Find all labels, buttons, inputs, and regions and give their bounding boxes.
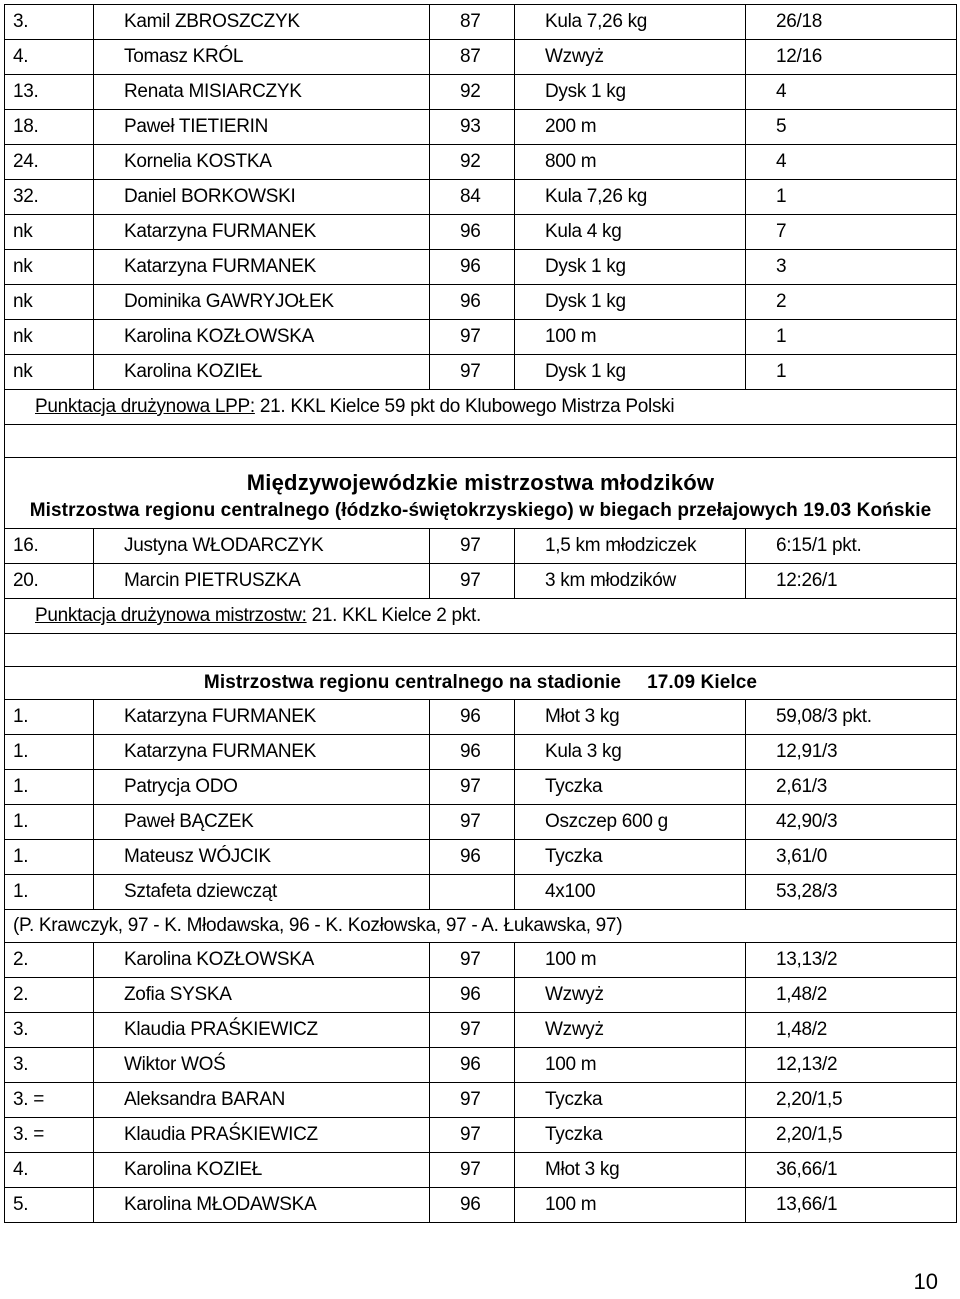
place-cell: 1. (5, 805, 94, 840)
team-note-2 (5, 599, 957, 634)
table-row (5, 1048, 957, 1083)
section-3-header-row (5, 667, 957, 700)
event-cell: 100 m (515, 943, 746, 978)
athlete-name-cell: Katarzyna FURMANEK (94, 250, 430, 285)
event-cell: 200 m (515, 110, 746, 145)
event-cell: Dysk 1 kg (515, 250, 746, 285)
result-cell: 5 (746, 110, 957, 145)
table-row (5, 978, 957, 1013)
birth-year-cell: 92 (430, 145, 515, 180)
athlete-name-cell: Marcin PIETRUSZKA (94, 564, 430, 599)
result-cell: 13,66/1 (746, 1188, 957, 1223)
athlete-name-cell: Karolina KOZŁOWSKA (94, 943, 430, 978)
table-row (5, 943, 957, 978)
birth-year-cell: 92 (430, 75, 515, 110)
table-row (5, 355, 957, 390)
birth-year-cell: 93 (430, 110, 515, 145)
team-note-2-label: Punktacja drużynowa mistrzostw: (35, 605, 307, 626)
athlete-name-cell: Aleksandra BARAN (94, 1083, 430, 1118)
athlete-name-cell: Karolina KOZŁOWSKA (94, 320, 430, 355)
table-row (5, 1153, 957, 1188)
result-cell: 4 (746, 75, 957, 110)
table-row (5, 805, 957, 840)
birth-year-cell: 97 (430, 564, 515, 599)
team-note-2-body (5, 599, 957, 700)
place-cell: nk (5, 215, 94, 250)
results-table (4, 4, 957, 1223)
birth-year-cell: 97 (430, 1118, 515, 1153)
event-cell: Wzwyż (515, 1013, 746, 1048)
result-cell: 2,61/3 (746, 770, 957, 805)
blank-row (5, 425, 957, 458)
athlete-name-cell: Karolina MŁODAWSKA (94, 1188, 430, 1223)
place-cell: 24. (5, 145, 94, 180)
place-cell: 1. (5, 875, 94, 910)
result-cell: 1 (746, 355, 957, 390)
birth-year-cell: 97 (430, 320, 515, 355)
event-cell: Wzwyż (515, 40, 746, 75)
event-cell: Dysk 1 kg (515, 355, 746, 390)
event-cell: 100 m (515, 1048, 746, 1083)
team-note-2-text: 21. KKL Kielce 2 pkt. (306, 605, 481, 626)
birth-year-cell: 96 (430, 250, 515, 285)
place-cell: 20. (5, 564, 94, 599)
team-note-row (5, 390, 957, 425)
place-cell: 13. (5, 75, 94, 110)
result-cell: 12:26/1 (746, 564, 957, 599)
result-cell: 12,91/3 (746, 735, 957, 770)
result-cell: 2,20/1,5 (746, 1118, 957, 1153)
birth-year-cell: 87 (430, 5, 515, 40)
event-cell: Kula 4 kg (515, 215, 746, 250)
team-note-1-text: 21. KKL Kielce 59 pkt do Klubowego Mistrza Polski (254, 396, 675, 417)
birth-year-cell: 96 (430, 1188, 515, 1223)
place-cell: 32. (5, 180, 94, 215)
result-cell: 1 (746, 320, 957, 355)
results-top-body (5, 5, 957, 390)
table-row (5, 1013, 957, 1048)
result-cell: 2,20/1,5 (746, 1083, 957, 1118)
athlete-name-cell: Klaudia PRAŚKIEWICZ (94, 1118, 430, 1153)
event-cell: 4x100 (515, 875, 746, 910)
result-cell: 6:15/1 pkt. (746, 529, 957, 564)
birth-year-cell: 97 (430, 805, 515, 840)
athlete-name-cell: Zofia SYSKA (94, 978, 430, 1013)
athlete-name-cell: Patrycja ODO (94, 770, 430, 805)
birth-year-cell (430, 875, 515, 910)
page-number: 10 (913, 1269, 938, 1294)
event-cell: Młot 3 kg (515, 1153, 746, 1188)
results-stadium-body (5, 700, 957, 910)
result-cell: 26/18 (746, 5, 957, 40)
table-row (5, 875, 957, 910)
athlete-name-cell: Justyna WŁODARCZYK (94, 529, 430, 564)
athlete-name-cell: Katarzyna FURMANEK (94, 735, 430, 770)
table-row (5, 110, 957, 145)
result-cell: 12,13/2 (746, 1048, 957, 1083)
place-cell: 1. (5, 700, 94, 735)
event-cell: Dysk 1 kg (515, 285, 746, 320)
athlete-name-cell: Mateusz WÓJCIK (94, 840, 430, 875)
place-cell: 1. (5, 770, 94, 805)
result-cell: 12/16 (746, 40, 957, 75)
table-row (5, 250, 957, 285)
athlete-name-cell: Sztafeta dziewcząt (94, 875, 430, 910)
athlete-name-cell: Katarzyna FURMANEK (94, 215, 430, 250)
results-stadium-2-body (5, 943, 957, 1223)
place-cell: nk (5, 250, 94, 285)
athlete-name-cell: Tomasz KRÓL (94, 40, 430, 75)
athlete-name-cell: Karolina KOZIEŁ (94, 355, 430, 390)
birth-year-cell: 96 (430, 700, 515, 735)
table-row (5, 145, 957, 180)
place-cell: 4. (5, 40, 94, 75)
event-cell: 100 m (515, 320, 746, 355)
team-note-1-body (5, 390, 957, 529)
result-cell: 1,48/2 (746, 978, 957, 1013)
team-note-1-label: Punktacja drużynowa LPP: (35, 396, 255, 417)
table-row (5, 700, 957, 735)
athlete-name-cell: Wiktor WOŚ (94, 1048, 430, 1083)
result-cell: 2 (746, 285, 957, 320)
birth-year-cell: 97 (430, 943, 515, 978)
place-cell: 18. (5, 110, 94, 145)
result-cell: 4 (746, 145, 957, 180)
birth-year-cell: 97 (430, 355, 515, 390)
table-row (5, 529, 957, 564)
result-cell: 7 (746, 215, 957, 250)
place-cell: 3. = (5, 1118, 94, 1153)
table-row (5, 180, 957, 215)
athlete-name-cell: Renata MISIARCZYK (94, 75, 430, 110)
athlete-name-cell: Katarzyna FURMANEK (94, 700, 430, 735)
table-row (5, 1188, 957, 1223)
place-cell: nk (5, 320, 94, 355)
birth-year-cell: 97 (430, 529, 515, 564)
birth-year-cell: 87 (430, 40, 515, 75)
place-cell: 16. (5, 529, 94, 564)
relay-members: (P. Krawczyk, 97 - K. Młodawska, 96 - K. Kozłowska, 97 - A. Łukawska, 97) (5, 910, 957, 943)
result-cell: 1,48/2 (746, 1013, 957, 1048)
event-cell: Tyczka (515, 770, 746, 805)
athlete-name-cell: Kamil ZBROSZCZYK (94, 5, 430, 40)
place-cell: 3. (5, 1013, 94, 1048)
result-cell: 13,13/2 (746, 943, 957, 978)
table-row (5, 215, 957, 250)
section-2-title: Międzywojewódzkie mistrzostwa młodzików (246, 470, 715, 495)
table-row (5, 1083, 957, 1118)
results-cross-body (5, 529, 957, 599)
birth-year-cell: 96 (430, 735, 515, 770)
table-row (5, 40, 957, 75)
result-cell: 3,61/0 (746, 840, 957, 875)
section-3-header (5, 667, 957, 700)
blank-row (5, 634, 957, 667)
athlete-name-cell: Karolina KOZIEŁ (94, 1153, 430, 1188)
birth-year-cell: 97 (430, 1013, 515, 1048)
section-2-header (5, 458, 957, 529)
athlete-name-cell: Dominika GAWRYJOŁEK (94, 285, 430, 320)
birth-year-cell: 96 (430, 215, 515, 250)
place-cell: nk (5, 355, 94, 390)
result-cell: 36,66/1 (746, 1153, 957, 1188)
place-cell: 3. (5, 1048, 94, 1083)
event-cell: 100 m (515, 1188, 746, 1223)
team-note-row (5, 599, 957, 634)
event-cell: Dysk 1 kg (515, 75, 746, 110)
team-note-1 (5, 390, 957, 425)
result-cell: 3 (746, 250, 957, 285)
relay-members-row (5, 910, 957, 943)
event-cell: Młot 3 kg (515, 700, 746, 735)
result-cell: 42,90/3 (746, 805, 957, 840)
athlete-name-cell: Paweł BĄCZEK (94, 805, 430, 840)
birth-year-cell: 96 (430, 978, 515, 1013)
birth-year-cell: 84 (430, 180, 515, 215)
place-cell: 5. (5, 1188, 94, 1223)
event-cell: Tyczka (515, 840, 746, 875)
birth-year-cell: 97 (430, 1083, 515, 1118)
athlete-name-cell: Daniel BORKOWSKI (94, 180, 430, 215)
table-row (5, 1118, 957, 1153)
place-cell: 3. = (5, 1083, 94, 1118)
event-cell: 3 km młodzików (515, 564, 746, 599)
table-row (5, 564, 957, 599)
place-cell: 2. (5, 978, 94, 1013)
result-cell: 53,28/3 (746, 875, 957, 910)
section-3-date: 17.09 Kielce (647, 672, 758, 693)
athlete-name-cell: Paweł TIETIERIN (94, 110, 430, 145)
table-row (5, 75, 957, 110)
section-3-title: Mistrzostwa regionu centralnego na stadionie (203, 672, 622, 693)
birth-year-cell: 96 (430, 840, 515, 875)
section-2-header-row (5, 458, 957, 529)
result-cell: 1 (746, 180, 957, 215)
result-cell: 59,08/3 pkt. (746, 700, 957, 735)
place-cell: 3. (5, 5, 94, 40)
birth-year-cell: 97 (430, 770, 515, 805)
athlete-name-cell: Kornelia KOSTKA (94, 145, 430, 180)
table-row (5, 735, 957, 770)
event-cell: Kula 7,26 kg (515, 5, 746, 40)
place-cell: 1. (5, 735, 94, 770)
table-row (5, 320, 957, 355)
event-cell: Kula 7,26 kg (515, 180, 746, 215)
event-cell: Tyczka (515, 1083, 746, 1118)
event-cell: Kula 3 kg (515, 735, 746, 770)
event-cell: 1,5 km młodziczek (515, 529, 746, 564)
birth-year-cell: 97 (430, 1153, 515, 1188)
event-cell: Oszczep 600 g (515, 805, 746, 840)
place-cell: 4. (5, 1153, 94, 1188)
birth-year-cell: 96 (430, 1048, 515, 1083)
birth-year-cell: 96 (430, 285, 515, 320)
event-cell: Wzwyż (515, 978, 746, 1013)
table-row (5, 5, 957, 40)
athlete-name-cell: Klaudia PRAŚKIEWICZ (94, 1013, 430, 1048)
table-row (5, 770, 957, 805)
place-cell: 2. (5, 943, 94, 978)
table-row (5, 285, 957, 320)
section-2-subtitle: Mistrzostwa regionu centralnego (łódzko-świętokrzyskiego) w biegach przełajowych 19.03 Końskie (29, 500, 932, 521)
table-row (5, 840, 957, 875)
relay-members-body (5, 910, 957, 943)
place-cell: nk (5, 285, 94, 320)
place-cell: 1. (5, 840, 94, 875)
event-cell: Tyczka (515, 1118, 746, 1153)
event-cell: 800 m (515, 145, 746, 180)
